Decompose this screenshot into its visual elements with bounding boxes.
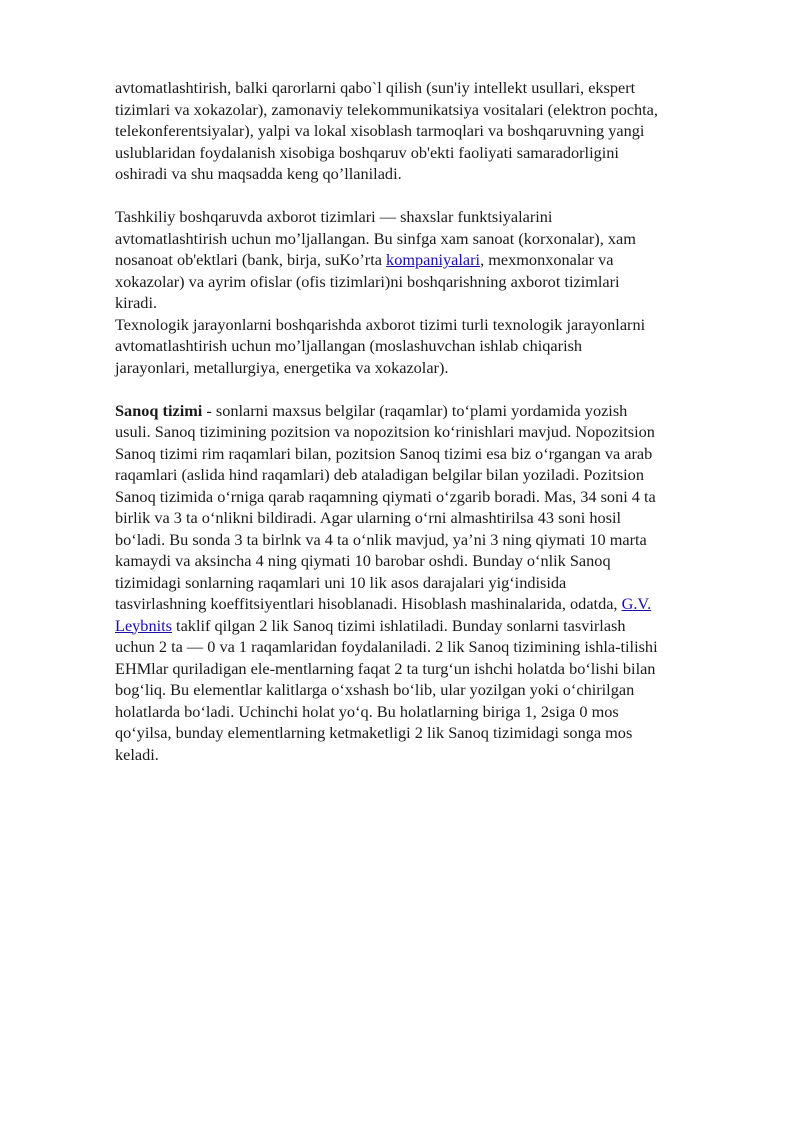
- text-line: Tashkiliy boshqaruvda axborot tizimlari — shaxslar funktsiyalarini: [115, 207, 553, 226]
- text-line: [115, 593, 755, 615]
- text-line: uslublaridan foydalanish xisobiga boshqaruv ob'ekti faoliyati samaradorligini: [115, 142, 619, 162]
- text-line: tizimidagi sonlarning raqamlari uni 10 lik asos darajalari yigʻindisida: [115, 572, 567, 592]
- text-line: [115, 400, 755, 422]
- text-line: avtomatlashtirish, balki qarorlarni qabo`l qilish (sun'iy intellekt usullari, ekspert: [115, 78, 636, 97]
- text-line: [115, 615, 755, 637]
- paragraph-4: [115, 400, 755, 766]
- text-span: nosanoat ob'ektlari (bank, birja, suKo’rta: [115, 250, 387, 269]
- text-line: boʻladi. Bu sonda 3 ta birlnk va 4 ta oʻnlik mavjud, ya’ni 3 ning qiymati 10 marta: [115, 529, 647, 549]
- paragraph-2: [115, 206, 755, 314]
- text-line: holatlarda boʻladi. Uchinchi holat yoʻq. Bu holatlarning biriga 1, 2siga 0 mos: [115, 701, 619, 721]
- text-line: [115, 249, 755, 271]
- text-line: bogʻliq. Bu elementlar kalitlarga oʻxshash boʻlib, ular yozilgan yoki oʻchirilgan: [115, 680, 635, 699]
- document-page: [115, 77, 755, 765]
- text-line: avtomatlashtirish uchun mo’ljallangan (moslashuvchan ishlab chiqarish: [115, 336, 583, 355]
- text-line: jarayonlari, metallurgiya, energetika va xokazolar).: [115, 357, 449, 377]
- text-line: avtomatlashtirish uchun mo’ljallangan. Bu sinfga xam sanoat (korxonalar), xam: [115, 228, 636, 248]
- text-line: kamaydi va aksincha 4 ning qiymati 10 barobar oshdi. Bunday oʻnlik Sanoq: [115, 551, 611, 570]
- text-line: uchun 2 ta — 0 va 1 raqamlaridan foydalaniladi. 2 lik Sanoq tizimining ishla-tilishi: [115, 637, 658, 656]
- paragraph-1: [115, 77, 755, 185]
- text-line: xokazolar) va ayrim ofislar (ofis tizimlari)ni boshqarishning axborot tizimlari: [115, 271, 620, 291]
- text-span: , mexmonxonalar va: [480, 250, 614, 269]
- leybnits-link[interactable]: G.V.: [621, 594, 652, 613]
- text-span: tasvirlashning koeffitsiyentlari hisoblanadi. Hisoblash mashinalarida, odatda,: [115, 594, 622, 613]
- paragraph-3: [115, 314, 755, 379]
- text-line: oshiradi va shu maqsadda keng qo’llaniladi.: [115, 164, 402, 183]
- text-line: tizimlari va xokazolar), zamonaviy telekommunikatsiya vositalari (elektron pochta,: [115, 99, 658, 119]
- text-line: usuli. Sanoq tizimining pozitsion va nopozitsion koʻrinishlari mavjud. Nopozitsion: [115, 422, 655, 441]
- text-line: kiradi.: [115, 293, 158, 312]
- text-line: birlik va 3 ta oʻnlikni bildiradi. Agar ularning oʻrni almashtirilsa 43 soni hosil: [115, 508, 621, 527]
- paragraph-gap: [115, 185, 755, 207]
- text-line: raqamlari (aslida hind raqamlari) deb ataladigan belgilar bilan yoziladi. Pozitsion: [115, 465, 644, 484]
- text-line: Sanoq tizimi rim raqamlari bilan, pozitsion Sanoq tizimi esa biz oʻrgangan va arab: [115, 443, 653, 463]
- text-line: Texnologik jarayonlarni boshqarishda axborot tizimi turli texnologik jarayonlarni: [115, 314, 646, 334]
- text-line: qoʻyilsa, bunday elementlarning ketmaketligi 2 lik Sanoq tizimidagi songa mos: [115, 723, 633, 742]
- text-span: - sonlarni maxsus belgilar (raqamlar) toʻplami yordamida yozish: [202, 400, 628, 420]
- text-line: telekonferentsiyalar), yalpi va lokal xisoblash tarmoqlari va boshqaruvning yangi: [115, 121, 645, 140]
- leybnits-link[interactable]: Leybnits: [115, 615, 172, 635]
- text-line: keladi.: [115, 744, 159, 764]
- text-span: taklif qilgan 2 lik Sanoq tizimi ishlatiladi. Bunday sonlarni tasvirlash: [171, 615, 626, 635]
- kompaniyalari-link[interactable]: kompaniyalari: [386, 250, 481, 269]
- text-line: Sanoq tizimida oʻrniga qarab raqamning qiymati oʻzgarib boradi. Mas, 34 soni 4 ta: [115, 486, 656, 506]
- term-heading: Sanoq tizimi: [115, 400, 203, 420]
- paragraph-gap: [115, 378, 755, 400]
- text-line: EHMlar quriladigan ele-mentlarning faqat 2 ta turgʻun ishchi holatda boʻlishi bilan: [115, 658, 656, 678]
